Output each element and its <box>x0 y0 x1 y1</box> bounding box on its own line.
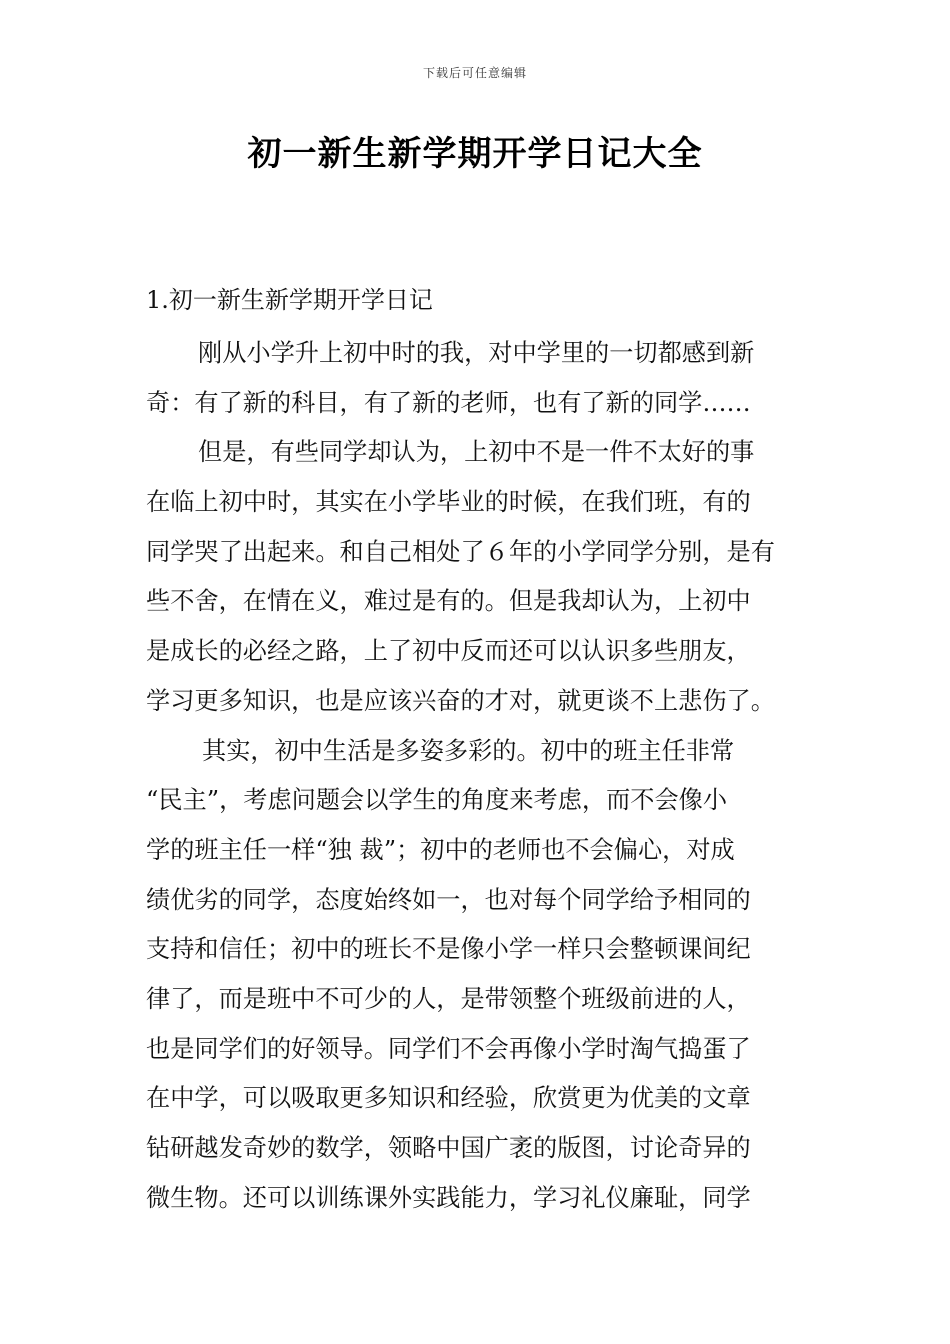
text-line: 绩优劣的同学，态度始终如一，也对每个同学给予相同的 <box>146 885 751 914</box>
text-line: 但是，有些同学却认为，上初中不是一件不太好的事 <box>198 438 755 467</box>
text-line: 在临上初中时，其实在小学毕业的时候，在我们班，有的 <box>146 488 751 517</box>
text-line: 是成长的必经之路，上了初中反而还可以认识多些朋友， <box>146 637 751 666</box>
header-note: 下载后可任意编辑 <box>422 66 527 80</box>
text-line: 同学哭了出起来。和自己相处了６年的小学同学分别，是有 <box>146 537 775 566</box>
text-line: 奇：有了新的科目，有了新的老师，也有了新的同学…… <box>146 388 751 417</box>
text-line: 支持和信任；初中的班长不是像小学一样只会整顿课间纪 <box>146 935 751 964</box>
text-line: 学习更多知识，也是应该兴奋的才对，就更谈不上悲伤了。 <box>146 686 775 715</box>
text-line: 刚从小学升上初中时的我，对中学里的一切都感到新 <box>198 339 755 367</box>
document-title: 初一新生新学期开学日记大全 <box>247 134 703 174</box>
text-line: 微生物。还可以训练课外实践能力，学习礼仪廉耻，同学 <box>146 1183 751 1212</box>
text-line: 在中学，可以吸取更多知识和经验，欣赏更为优美的文章 <box>146 1084 751 1113</box>
text-line: 些不舍，在情在义，难过是有的。但是我却认为，上初中 <box>146 587 751 616</box>
section-heading: 1.初一新生新学期开学日记 <box>146 286 433 314</box>
text-line: “民主”，考虑问题会以学生的角度来考虑，而不会像小 <box>146 786 728 815</box>
text-line: 钻研越发奇妙的数学，领略中国广袤的版图，讨论奇异的 <box>146 1134 751 1162</box>
text-line: 学的班主任一样“独 裁”；初中的老师也不会偏心，对成 <box>146 835 735 864</box>
body-text <box>146 329 806 1223</box>
text-line: 也是同学们的好领导。同学们不会再像小学时淘气捣蛋了 <box>146 1034 751 1063</box>
text-line: 其实，初中生活是多姿多彩的。初中的班主任非常 <box>202 736 735 765</box>
text-line: 律了，而是班中不可少的人，是带领整个班级前进的人， <box>146 984 751 1013</box>
